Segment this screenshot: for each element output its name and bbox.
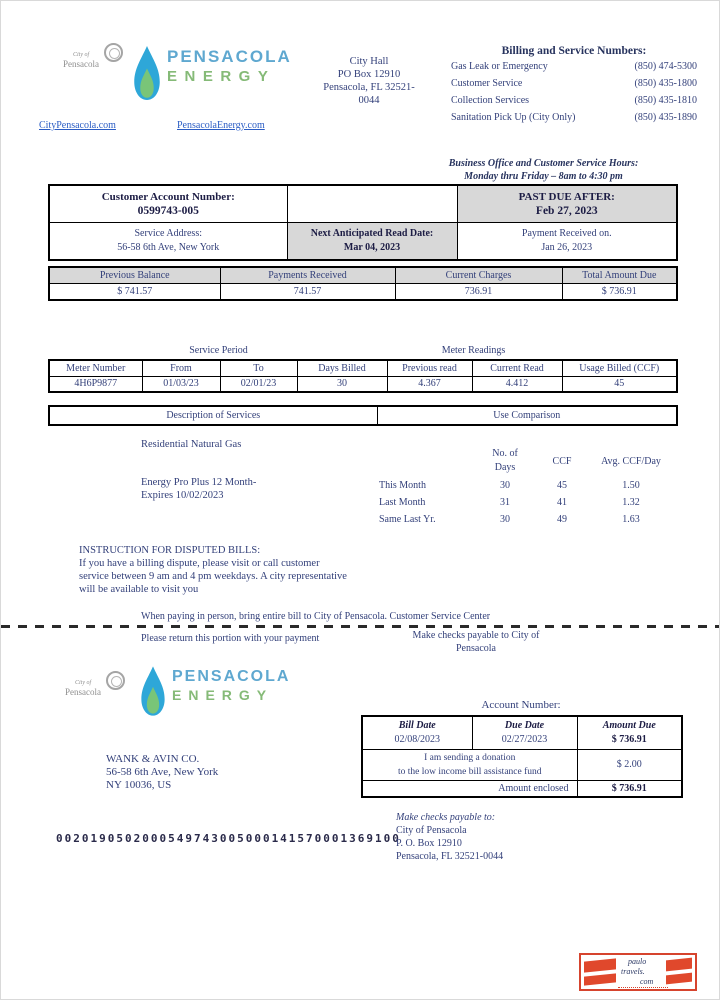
comparison-avg: 1.32 bbox=[622, 497, 640, 508]
billing-number-row bbox=[451, 61, 697, 73]
comparison-avg: 1.63 bbox=[622, 514, 640, 525]
billing-number-row bbox=[451, 112, 697, 124]
days-header-line2: Days bbox=[494, 462, 516, 473]
instructions-line-2: service between 9 am and 4 pm weekdays. A city representative bbox=[79, 571, 347, 582]
billing-number-row bbox=[451, 95, 697, 107]
previous-balance-value: $ 741.57 bbox=[49, 283, 220, 300]
current-read-value: 4.412 bbox=[472, 376, 562, 392]
service-address-value: 56-58 6th Ave, New York bbox=[117, 241, 220, 253]
description-of-services-header: Description of Services bbox=[49, 406, 377, 425]
from-date-value: 01/03/23 bbox=[142, 376, 220, 392]
past-due-value: Feb 27, 2023 bbox=[535, 204, 598, 217]
mailing-address-line-2: NY 10036, US bbox=[106, 779, 172, 791]
mailing-address-line-1: 56-58 6th Ave, New York bbox=[106, 766, 219, 778]
days-column-header bbox=[474, 445, 536, 477]
read-date-value: Mar 04, 2023 bbox=[343, 241, 401, 253]
logo-word-pensacola: PENSACOLA bbox=[172, 668, 291, 685]
current-charges-value: 736.91 bbox=[395, 283, 562, 300]
meter-header: To bbox=[220, 360, 297, 376]
address-line: PO Box 12910 bbox=[337, 69, 401, 80]
watermark-shape-icon bbox=[584, 973, 616, 985]
customer-account-cell bbox=[49, 185, 287, 222]
watermark-shape-icon bbox=[666, 973, 692, 985]
comparison-avg: 1.50 bbox=[622, 480, 640, 491]
payable-line-2: City of Pensacola bbox=[396, 825, 467, 836]
disputed-bills-instructions bbox=[79, 544, 499, 596]
pay-in-person-note: When paying in person, bring entire bill to City of Pensacola. Customer Service Center bbox=[141, 611, 491, 622]
billing-number-phone: (850) 435-1890 bbox=[634, 112, 697, 123]
donation-line-1: I am sending a donation bbox=[424, 752, 516, 763]
payment-received-cell bbox=[457, 222, 677, 260]
mailing-address bbox=[106, 753, 218, 792]
meter-header: Meter Number bbox=[49, 360, 142, 376]
perforation-dashed-line bbox=[1, 625, 720, 628]
meter-header: Current Read bbox=[472, 360, 562, 376]
donation-amount-cell: $ 2.00 bbox=[577, 749, 682, 780]
paulo-travels-watermark bbox=[579, 953, 697, 991]
amount-due-label: Amount Due bbox=[602, 719, 656, 731]
amount-due-cell bbox=[577, 716, 682, 749]
plan-description bbox=[141, 476, 256, 502]
comparison-row-label: Last Month bbox=[379, 497, 426, 508]
pensacolaenergy-link[interactable]: PensacolaEnergy.com bbox=[177, 120, 265, 131]
to-date-value: 02/01/23 bbox=[220, 376, 297, 392]
account-summary-table bbox=[48, 184, 678, 261]
amount-enclosed-label: Amount enclosed bbox=[362, 780, 577, 797]
meter-header: Days Billed bbox=[297, 360, 387, 376]
avg-column-header: Avg. CCF/Day bbox=[601, 455, 661, 467]
meter-readings-group-label: Meter Readings bbox=[441, 345, 506, 356]
city-seal-logo bbox=[63, 51, 119, 83]
watermark-shape-icon bbox=[584, 958, 616, 972]
instructions-title: INSTRUCTION FOR DISPUTED BILLS: bbox=[79, 545, 261, 556]
address-line: City Hall bbox=[349, 56, 389, 67]
customer-account-label: Customer Account Number: bbox=[101, 190, 235, 203]
empty-cell bbox=[379, 445, 474, 477]
use-comparison-table bbox=[379, 445, 674, 528]
read-date-label: Next Anticipated Read Date: bbox=[310, 227, 434, 239]
bill-date-label: Bill Date bbox=[398, 719, 436, 731]
billing-service-numbers bbox=[451, 45, 697, 129]
comparison-ccf: 49 bbox=[557, 514, 567, 525]
service-address-label: Service Address: bbox=[134, 227, 202, 239]
seal-text-top: City of bbox=[75, 680, 92, 686]
empty-cell bbox=[287, 185, 457, 222]
payment-received-label: Payment Received on. bbox=[521, 227, 612, 239]
instructions-line-3: will be available to visit you bbox=[79, 584, 199, 595]
comparison-days: 30 bbox=[500, 480, 510, 491]
customer-account-value: 0599743-005 bbox=[137, 204, 199, 217]
return-portion-note: Please return this portion with your payment bbox=[141, 633, 320, 644]
stub-account-number-label: Account Number: bbox=[481, 699, 561, 711]
seal-text-bottom: Pensacola bbox=[63, 59, 99, 69]
payments-received-value: 741.57 bbox=[220, 283, 395, 300]
meter-header: From bbox=[142, 360, 220, 376]
citypensacola-link[interactable]: CityPensacola.com bbox=[39, 120, 116, 131]
payable-line-4: Pensacola, FL 32521-0044 bbox=[396, 851, 504, 862]
meter-number-value: 4H6P9877 bbox=[49, 376, 142, 392]
payable-line-3: P. O. Box 12910 bbox=[396, 838, 462, 849]
days-header-line1: No. of bbox=[492, 448, 518, 459]
use-comparison-header: Use Comparison bbox=[377, 406, 677, 425]
instructions-line-1: If you have a billing dispute, please visit or call customer bbox=[79, 558, 320, 569]
billing-number-row bbox=[451, 78, 697, 90]
city-seal-icon bbox=[106, 671, 125, 690]
due-date-label: Due Date bbox=[504, 719, 545, 731]
amount-due-value: $ 736.91 bbox=[611, 733, 647, 745]
logo-word-energy: ENERGY bbox=[172, 687, 274, 703]
balance-header: Total Amount Due bbox=[562, 267, 677, 283]
previous-read-value: 4.367 bbox=[387, 376, 472, 392]
comparison-row-label: This Month bbox=[379, 480, 426, 491]
comparison-row-label: Same Last Yr. bbox=[379, 514, 436, 525]
payable-line-1: Make checks payable to: bbox=[396, 812, 496, 823]
plan-line-1: Energy Pro Plus 12 Month- bbox=[141, 477, 257, 488]
payment-stub-table bbox=[361, 715, 683, 798]
service-address-cell bbox=[49, 222, 287, 260]
comparison-days: 31 bbox=[500, 497, 510, 508]
hours-line-1: Business Office and Customer Service Hours: bbox=[448, 158, 639, 169]
amount-enclosed-value: $ 736.91 bbox=[577, 780, 682, 797]
remittance-address bbox=[396, 811, 503, 863]
past-due-label: PAST DUE AFTER: bbox=[518, 190, 615, 203]
billing-number-phone: (850) 435-1800 bbox=[634, 78, 697, 89]
billing-numbers-title: Billing and Service Numbers: bbox=[501, 45, 647, 57]
read-date-cell bbox=[287, 222, 457, 260]
meter-table bbox=[48, 359, 678, 393]
address-line: Pensacola, FL 32521- bbox=[323, 82, 415, 93]
services-header-table bbox=[48, 405, 678, 426]
ccf-column-header: CCF bbox=[552, 455, 572, 467]
service-period-group-label: Service Period bbox=[189, 345, 248, 356]
balance-header: Previous Balance bbox=[49, 267, 220, 283]
meter-header: Usage Billed (CCF) bbox=[562, 360, 677, 376]
due-date-cell bbox=[472, 716, 577, 749]
bill-date-value: 02/08/2023 bbox=[394, 733, 441, 745]
seal-text-bottom: Pensacola bbox=[65, 687, 101, 697]
billing-number-label: Gas Leak or Emergency bbox=[451, 61, 548, 72]
bill-date-cell bbox=[362, 716, 472, 749]
watermark-line-3: com bbox=[640, 977, 654, 986]
logo-word-pensacola: PENSACOLA bbox=[167, 47, 292, 66]
plan-line-2: Expires 10/02/2023 bbox=[141, 490, 224, 501]
meter-header: Previous read bbox=[387, 360, 472, 376]
pensacola-energy-logo-stub bbox=[139, 665, 290, 717]
micr-scan-line: 0020190502000549743005000141570001369100 bbox=[56, 832, 401, 845]
usage-billed-value: 45 bbox=[562, 376, 677, 392]
logo-wordmark bbox=[172, 668, 290, 703]
logo-wordmark bbox=[167, 47, 292, 85]
comparison-ccf: 41 bbox=[557, 497, 567, 508]
flame-icon bbox=[132, 44, 162, 102]
donation-cell bbox=[362, 749, 577, 780]
total-amount-due-value: $ 736.91 bbox=[562, 283, 677, 300]
donation-line-2: to the low income bill assistance fund bbox=[397, 766, 542, 777]
flame-icon bbox=[139, 665, 167, 717]
payment-received-value: Jan 26, 2023 bbox=[541, 241, 593, 253]
address-line: 0044 bbox=[358, 95, 380, 106]
watermark-shape-icon bbox=[666, 958, 692, 972]
billing-number-label: Sanitation Pick Up (City Only) bbox=[451, 112, 576, 123]
logo-word-energy: ENERGY bbox=[167, 68, 276, 85]
hours-line-2: Monday thru Friday – 8am to 4:30 pm bbox=[464, 171, 623, 182]
watermark-line-2: travels. bbox=[621, 967, 645, 976]
days-billed-value: 30 bbox=[297, 376, 387, 392]
business-hours bbox=[386, 157, 701, 183]
seal-text-top: City of bbox=[73, 52, 90, 58]
balance-table bbox=[48, 266, 678, 301]
comparison-ccf: 45 bbox=[557, 480, 567, 491]
watermark-text bbox=[618, 957, 668, 988]
city-seal-icon bbox=[104, 43, 123, 62]
pensacola-energy-logo bbox=[132, 44, 292, 102]
checks-payable-line-2: Pensacola bbox=[456, 643, 496, 654]
checks-payable-note bbox=[386, 629, 566, 655]
due-date-value: 02/27/2023 bbox=[501, 733, 548, 745]
watermark-line-1: paulo bbox=[628, 957, 647, 966]
balance-header: Current Charges bbox=[395, 267, 562, 283]
mailing-name: WANK & AVIN CO. bbox=[106, 753, 200, 765]
service-name: Residential Natural Gas bbox=[141, 439, 242, 450]
past-due-cell bbox=[457, 185, 677, 222]
comparison-days: 30 bbox=[500, 514, 510, 525]
billing-number-label: Collection Services bbox=[451, 95, 530, 106]
city-hall-address bbox=[289, 55, 449, 107]
billing-number-phone: (850) 474-5300 bbox=[634, 61, 697, 72]
checks-payable-line-1: Make checks payable to City of bbox=[412, 630, 540, 641]
balance-header: Payments Received bbox=[220, 267, 395, 283]
billing-number-phone: (850) 435-1810 bbox=[634, 95, 697, 106]
city-seal-logo-stub bbox=[65, 679, 121, 711]
billing-number-label: Customer Service bbox=[451, 78, 523, 89]
